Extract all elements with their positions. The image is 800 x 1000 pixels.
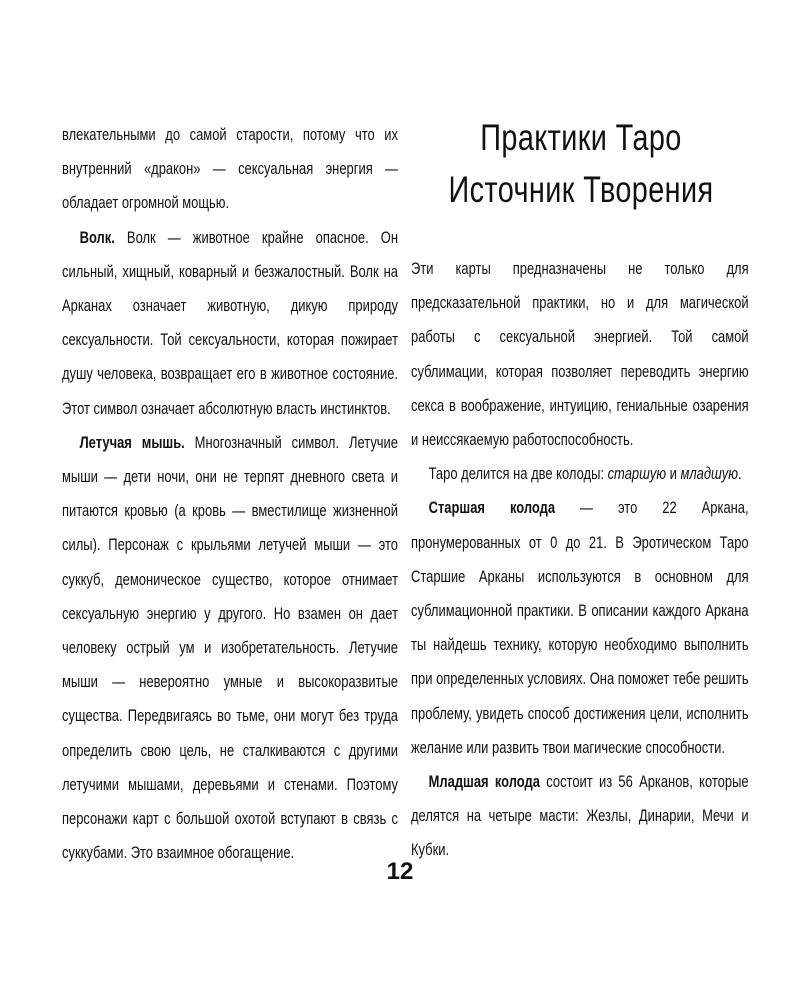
text-wolf: Волк — животное крайне опасное. Он сильный, хищный, коварный и безжалостный. Волк на Арканах означает животную, дикую природу сексуальности. Той сексуальности, которая пожирает душу человека, возвращает его в животное состояние. Этот символ означает абсолютную власть инстинктов. xyxy=(62,228,398,418)
paragraph-minor-arcana xyxy=(411,765,749,868)
chapter-title xyxy=(411,112,751,216)
decks-end: . xyxy=(738,465,742,484)
title-line-2: Источник Творения xyxy=(448,169,714,210)
text-bat: Многозначный символ. Летучие мыши — дети ночи, они не терпят дневного света и питаются кровью (а кровь — вместилище жизненной силы). Персонаж с крыльями летучей мыши — это суккуб, демоническое существо, которое отнимает сексуальную энергию у другого. Но взамен он дает человеку острый ум и изобретательность. Летучие мыши — невероятно умные и высокоразвитые существа. Передвигаясь во тьме, они могут без труда определить свою цель, не сталкиваются с другими летучими мышами, деревьями и стенами. Поэтому персонажи карт с большой охотой вступают в связь с суккубами. Это взаимное обогащение. xyxy=(62,433,398,863)
term-major-deck: Старшая колода xyxy=(428,499,556,518)
text-major-deck: — это 22 Аркана, пронумерованных от 0 до 21. В Эротическом Таро Старшие Арканы используются в основном для сублимационной практики. В описании каждого Аркана ты найдешь технику, которую необходимо выполнить при определенных условиях. Она поможет тебе решить проблему, увидеть способ достижения цели, исполнить желание или развить твои магические способности. xyxy=(411,499,749,757)
paragraph-wolf xyxy=(62,221,398,426)
decks-and: и xyxy=(666,465,681,484)
term-minor-deck: Младшая колода xyxy=(428,773,540,792)
decks-major-italic: старшую xyxy=(607,465,667,484)
left-column xyxy=(62,118,398,870)
paragraph-continuation: влекательными до самой старости, потому что их внутренний «дракон» — сексуальная энергия — обладает огромной мощью. xyxy=(62,126,398,213)
paragraph-decks xyxy=(411,457,749,491)
title-line-1: Практики Таро xyxy=(480,117,682,158)
paragraph-major-arcana xyxy=(411,491,749,765)
paragraph-bat xyxy=(62,426,398,871)
decks-minor-italic: младшую xyxy=(680,465,739,484)
paragraph-intro: Эти карты предназначены не только для предсказательной практики, но и для магической работы с сексуальной энергией. Той самой сублимации, которая позволяет переводить энергию секса в воображение, интуицию, гениальные озарения и неиссякаемую работоспособность. xyxy=(411,260,749,450)
text-minor-deck: состоит из 56 Арканов, которые делятся на четыре масти: Жезлы, Динарии, Мечи и Кубки. xyxy=(411,773,749,860)
page-number: 12 xyxy=(386,858,414,885)
term-bat: Летучая мышь. xyxy=(79,433,185,452)
decks-text-start: Таро делится на две колоды: xyxy=(428,465,608,484)
term-wolf: Волк. xyxy=(79,228,115,247)
right-column xyxy=(411,252,749,868)
